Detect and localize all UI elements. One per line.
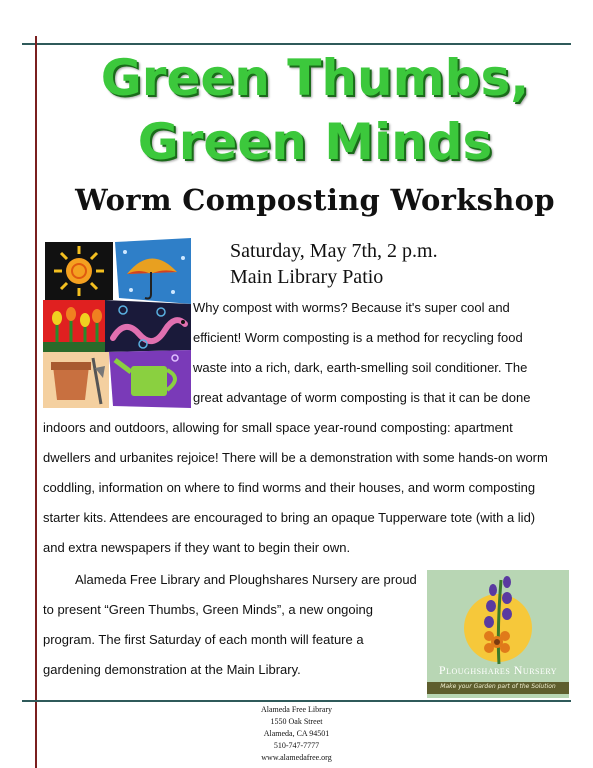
flowerpot-icon — [43, 352, 109, 408]
nursery-logo — [427, 570, 569, 698]
umbrella-icon — [115, 238, 191, 304]
flower-stalk-icon — [427, 570, 569, 666]
bottom-rule — [22, 700, 571, 702]
body-line: starter kits. Attendees are encouraged to bring an opaque Tupperware tote (with a lid) — [43, 510, 536, 525]
body-line: indoors and outdoors, allowing for small space year-round composting: apartment — [43, 420, 513, 435]
body-line: great advantage of worm composting is that it can be done — [193, 390, 531, 405]
watering-can-icon — [109, 350, 191, 408]
footer-city: Alameda, CA 94501 — [263, 729, 330, 738]
top-rule — [22, 43, 571, 45]
body-line: waste into a rich, dark, earth-smelling soil conditioner. The — [193, 360, 528, 375]
footer-library-name: Alameda Free Library — [260, 705, 333, 714]
worm-icon — [105, 300, 191, 352]
program-line: to present “Green Thumbs, Green Minds”, a new ongoing — [43, 602, 373, 617]
body-line: coddling, information on where to find worms and their houses, and worm composting — [43, 480, 536, 495]
body-line: dwellers and urbanites rejoice! There will be a demonstration with some hands-on worm — [43, 450, 548, 465]
body-line: and extra newspapers if they want to begin their own. — [43, 540, 351, 555]
sun-icon — [45, 242, 113, 300]
tulips-icon — [43, 300, 105, 352]
nursery-name: Ploughshares Nursery — [438, 663, 558, 677]
program-line: program. The first Saturday of each month will feature a — [43, 632, 364, 647]
footer-street: 1550 Oak Street — [270, 717, 323, 726]
nursery-tagline: Make your Garden part of the Solution — [440, 683, 556, 690]
program-line: Alameda Free Library and Ploughshares Nursery are proud — [75, 572, 417, 587]
workshop-subtitle: Worm Composting Workshop — [75, 183, 555, 217]
event-location: Main Library Patio — [230, 266, 384, 288]
headline-line-2: Green Minds — [137, 113, 493, 171]
garden-clipart — [43, 238, 193, 410]
left-margin-rule — [35, 36, 37, 768]
program-line: gardening demonstration at the Main Library. — [43, 662, 301, 677]
event-date: Saturday, May 7th, 2 p.m. — [230, 240, 438, 262]
body-line: efficient! Worm composting is a method for recycling food — [193, 330, 523, 345]
footer-website: www.alamedafree.org — [261, 753, 332, 762]
footer-phone: 510-747-7777 — [273, 741, 320, 750]
body-line: Why compost with worms? Because it's super cool and — [193, 300, 510, 315]
headline-line-1: Green Thumbs, — [100, 49, 530, 107]
